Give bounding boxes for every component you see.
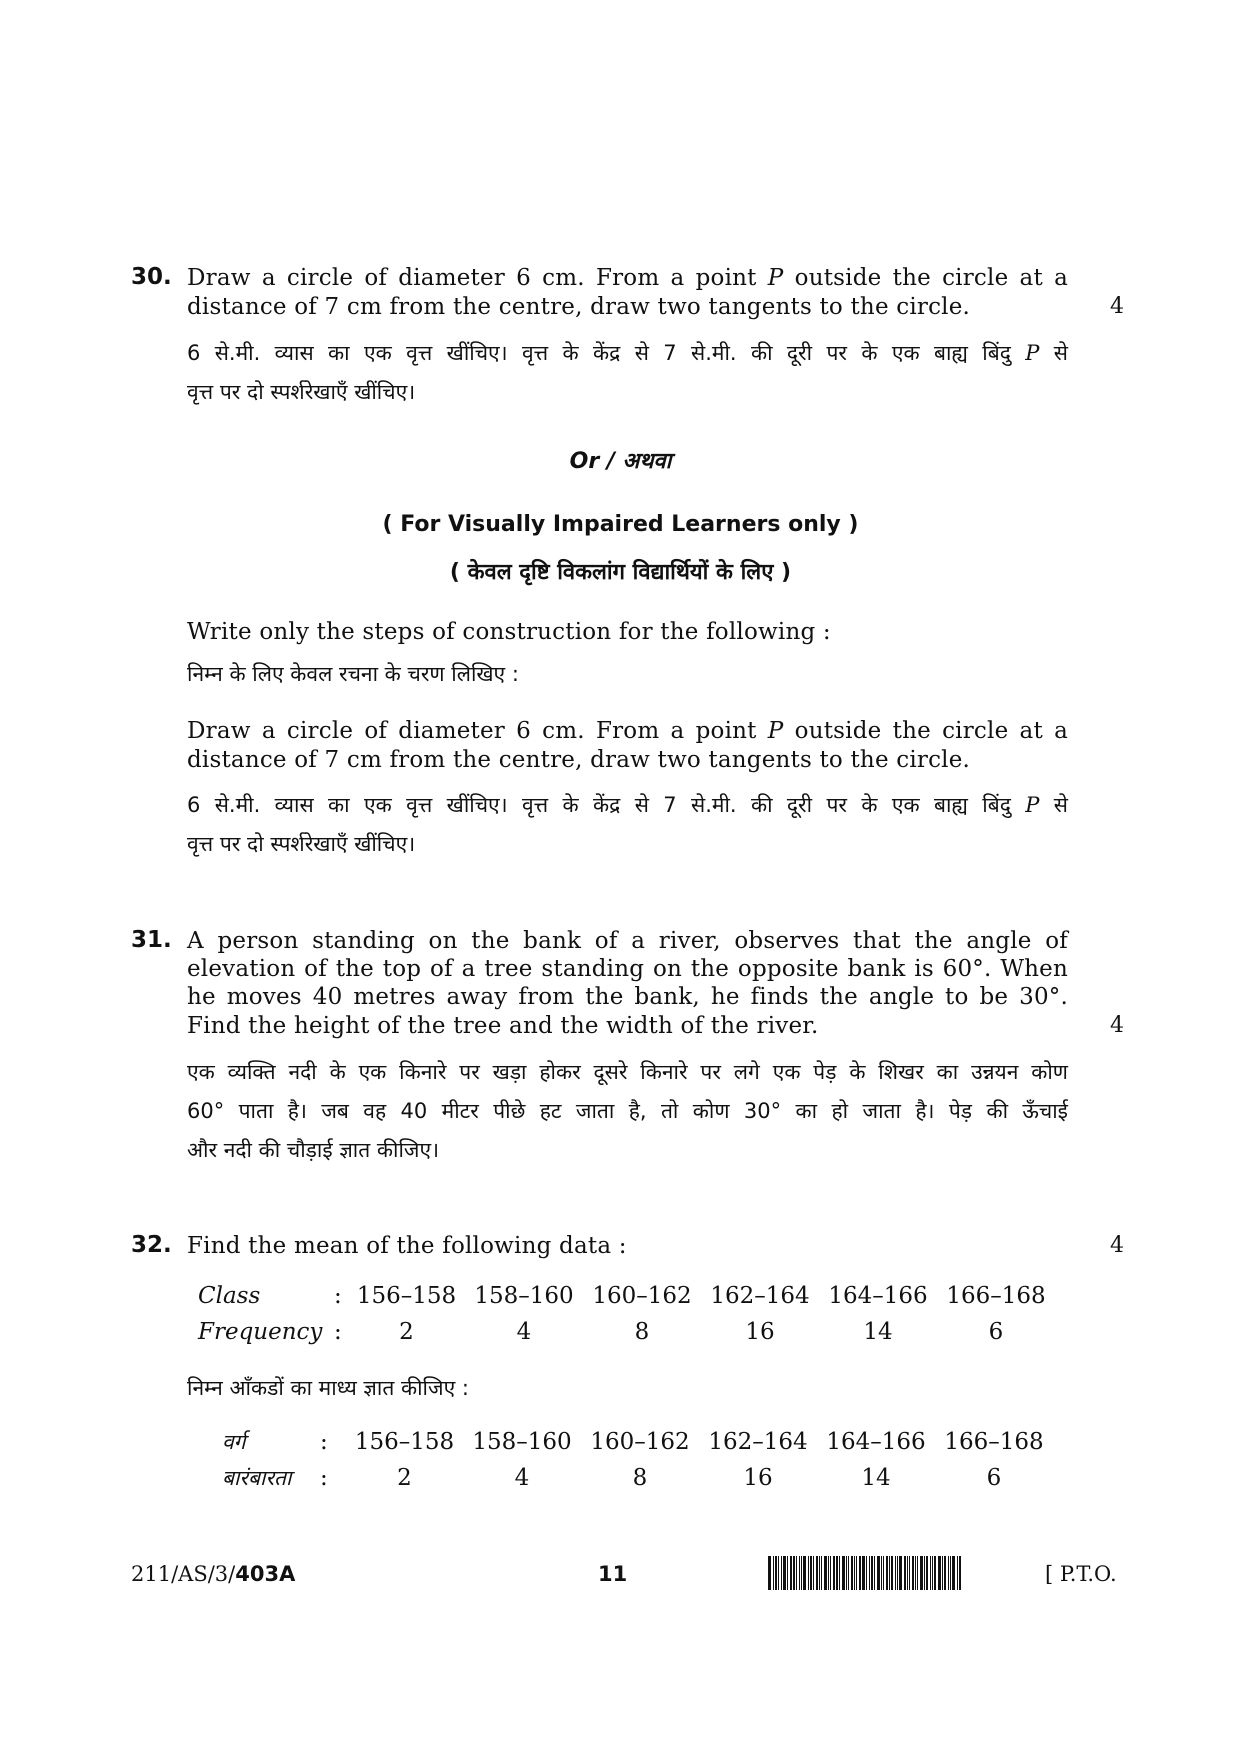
q30-alt-en-line2: distance of 7 cm from the centre, draw two tangents to the circle. (187, 747, 971, 773)
class-cell: 164–166 (826, 1429, 926, 1455)
frequency-label: Frequency (198, 1319, 323, 1345)
barcode-bar (930, 1556, 931, 1590)
q31-hi-line: एक व्यक्ति नदी के एक किनारे पर खड़ा होकर दूसरे किनारे पर लगे एक पेड़ के शिखर का उन्नयन कोण (187, 1060, 1068, 1084)
q31-marks: 4 (1110, 1013, 1124, 1038)
barcode-bar (895, 1556, 896, 1590)
q32-hi-text: निम्न आँकडों का माध्य ज्ञात कीजिए : (187, 1376, 469, 1400)
class-label: Class (198, 1283, 261, 1309)
class-cell: 162–164 (708, 1429, 808, 1455)
barcode-bar (959, 1556, 961, 1590)
class-cell: 160–162 (590, 1429, 690, 1455)
q31-en-line: A person standing on the bank of a river, observes that the angle of (187, 928, 1068, 954)
q30-hi-line2: वृत्त पर दो स्पर्शरेखाएँ खींचिए। (187, 380, 416, 404)
barcode-bar (915, 1556, 916, 1590)
barcode-bar (862, 1556, 865, 1590)
barcode-bar (856, 1556, 857, 1590)
q31-en-line: elevation of the top of a tree standing on the opposite bank is 60°. When (187, 956, 1068, 982)
class-cell: 158–160 (472, 1429, 572, 1455)
barcode-bar (917, 1556, 918, 1590)
class-cell: 160–162 (592, 1283, 692, 1309)
barcode-bar (934, 1556, 936, 1590)
question-number-30: 30. (131, 264, 172, 290)
table-row-frequency (198, 1314, 1055, 1350)
barcode-bar (948, 1556, 949, 1590)
q31-en-line: Find the height of the tree and the width of the river. (187, 1013, 819, 1039)
q32-marks: 4 (1110, 1233, 1124, 1258)
barcode-bar (912, 1556, 914, 1590)
frequency-label: बारंबारता (222, 1466, 292, 1490)
barcode-bar (874, 1556, 875, 1590)
barcode-bar (824, 1556, 827, 1590)
separator: : (320, 1429, 328, 1455)
barcode-bar (799, 1556, 800, 1590)
table-row-class (198, 1278, 1055, 1314)
barcode-bar (926, 1556, 928, 1590)
barcode-bar (801, 1556, 802, 1590)
class-cell: 158–160 (474, 1283, 574, 1309)
separator: : (320, 1465, 328, 1491)
class-cell: 156–158 (354, 1429, 455, 1455)
barcode-bar (950, 1556, 951, 1590)
barcode-bar (793, 1556, 795, 1590)
barcode-bar (851, 1556, 853, 1590)
class-cell: 156–158 (356, 1283, 457, 1309)
barcode-bar (773, 1556, 774, 1590)
barcode-bar (942, 1556, 943, 1590)
barcode-bar (796, 1556, 797, 1590)
q31-hi-line: और नदी की चौड़ाई ज्ञात कीजिए। (187, 1138, 440, 1162)
barcode-bar (881, 1556, 882, 1590)
pto-label: [ P.T.O. (1045, 1562, 1117, 1586)
barcode-bar (883, 1556, 884, 1590)
frequency-cell: 2 (399, 1319, 414, 1345)
frequency-cell: 14 (863, 1319, 893, 1345)
barcode-bar (839, 1556, 840, 1590)
barcode-bar (932, 1556, 933, 1590)
q31-hi-line: 60° पाता है। जब वह 40 मीटर पीछे हट जाता है, तो कोण 30° का हो जाता है। पेड़ की ऊँचाई (187, 1099, 1068, 1123)
barcode-bar (854, 1556, 855, 1590)
table-row-class (222, 1424, 1053, 1460)
barcode-bar (909, 1556, 910, 1590)
barcode-bar (869, 1556, 870, 1590)
class-label: वर्ग (222, 1430, 246, 1454)
barcode-bar (787, 1556, 788, 1590)
or-separator: Or / अथवा (569, 449, 672, 474)
barcode-bar (897, 1556, 898, 1590)
barcode-bar (836, 1556, 838, 1590)
barcode-bar (808, 1556, 809, 1590)
q32-en-text: Find the mean of the following data : (187, 1233, 627, 1259)
barcode-bar (871, 1556, 873, 1590)
class-cell: 164–166 (828, 1283, 928, 1309)
vil-heading-hi: ( केवल दृष्टि विकलांग विद्यार्थियों के लिए ) (449, 560, 792, 585)
q30-instruction-hi: निम्न के लिए केवल रचना के चरण लिखिए : (187, 662, 519, 686)
q30-alt-hi-line2: वृत्त पर दो स्पर्शरेखाएँ खींचिए। (187, 832, 416, 856)
barcode-bar (816, 1556, 818, 1590)
barcode-bar (830, 1556, 831, 1590)
paper-code: 211/AS/3/403A (131, 1562, 296, 1586)
barcode-bar (907, 1556, 908, 1590)
barcode-bar (904, 1556, 906, 1590)
barcode-bar (813, 1556, 814, 1590)
page-number: 11 (598, 1562, 628, 1586)
barcode-bar (899, 1556, 902, 1590)
barcode-bar (889, 1556, 890, 1590)
barcode-bar (944, 1556, 946, 1590)
class-cell: 162–164 (710, 1283, 810, 1309)
question-number-32: 32. (131, 1232, 172, 1258)
q30-alt-en-line1: Draw a circle of diameter 6 cm. From a point P outside the circle at a (187, 718, 1069, 744)
separator: : (334, 1319, 342, 1345)
barcode-bar (783, 1556, 786, 1590)
class-cell: 166–168 (946, 1283, 1046, 1309)
q30-marks: 4 (1110, 294, 1124, 319)
q30-instruction-en: Write only the steps of construction for the following : (187, 619, 831, 645)
vil-heading-en: ( For Visually Impaired Learners only ) (382, 512, 859, 537)
question-number-31: 31. (131, 927, 172, 953)
frequency-cell: 4 (516, 1319, 532, 1345)
barcode-bar (790, 1556, 792, 1590)
data-table-hi (222, 1424, 1053, 1496)
barcode-bar (781, 1556, 782, 1590)
barcode-bar (920, 1556, 923, 1590)
frequency-cell: 16 (743, 1465, 773, 1491)
class-cell: 166–168 (944, 1429, 1044, 1455)
barcode-bar (848, 1556, 849, 1590)
frequency-cell: 4 (514, 1465, 530, 1491)
barcode-bar (833, 1556, 835, 1590)
barcode-bar (821, 1556, 822, 1590)
barcode-bar (803, 1556, 806, 1590)
barcode (768, 1556, 962, 1590)
q30-alt-hi-line1: 6 से.मी. व्यास का एक वृत्त खींचिए। वृत्त के केंद्र से 7 से.मी. की दूरी पर के एक बाह्य बिंदु P से (187, 793, 1068, 817)
frequency-cell: 16 (745, 1319, 775, 1345)
barcode-bar (828, 1556, 829, 1590)
frequency-cell: 6 (986, 1465, 1002, 1491)
frequency-cell: 6 (988, 1319, 1004, 1345)
q30-en-line2: distance of 7 cm from the centre, draw two tangents to the circle. (187, 294, 971, 320)
barcode-bar (924, 1556, 925, 1590)
frequency-cell: 8 (634, 1319, 650, 1345)
barcode-bar (866, 1556, 867, 1590)
barcode-bar (957, 1556, 958, 1590)
barcode-bar (768, 1556, 771, 1590)
barcode-bar (877, 1556, 880, 1590)
separator: : (334, 1283, 342, 1309)
frequency-cell: 2 (397, 1465, 412, 1491)
barcode-bar (778, 1556, 779, 1590)
barcode-bar (819, 1556, 820, 1590)
q30-hi-line1: 6 से.मी. व्यास का एक वृत्त खींचिए। वृत्त के केंद्र से 7 से.मी. की दूरी पर के एक बाह्य बिंदु P से (187, 341, 1068, 365)
data-table-en (198, 1278, 1055, 1350)
barcode-bar (891, 1556, 893, 1590)
q31-en-line: he moves 40 metres away from the bank, he finds the angle to be 30°. (187, 984, 1068, 1010)
q30-en-line1: Draw a circle of diameter 6 cm. From a point P outside the circle at a (187, 265, 1069, 291)
frequency-cell: 14 (861, 1465, 891, 1491)
barcode-bar (846, 1556, 847, 1590)
barcode-bar (842, 1556, 845, 1590)
barcode-bar (952, 1556, 955, 1590)
barcode-bar (938, 1556, 941, 1590)
barcode-bar (886, 1556, 888, 1590)
barcode-bar (775, 1556, 777, 1590)
table-row-frequency (222, 1460, 1053, 1496)
frequency-cell: 8 (632, 1465, 648, 1491)
barcode-bar (810, 1556, 812, 1590)
barcode-bar (859, 1556, 861, 1590)
